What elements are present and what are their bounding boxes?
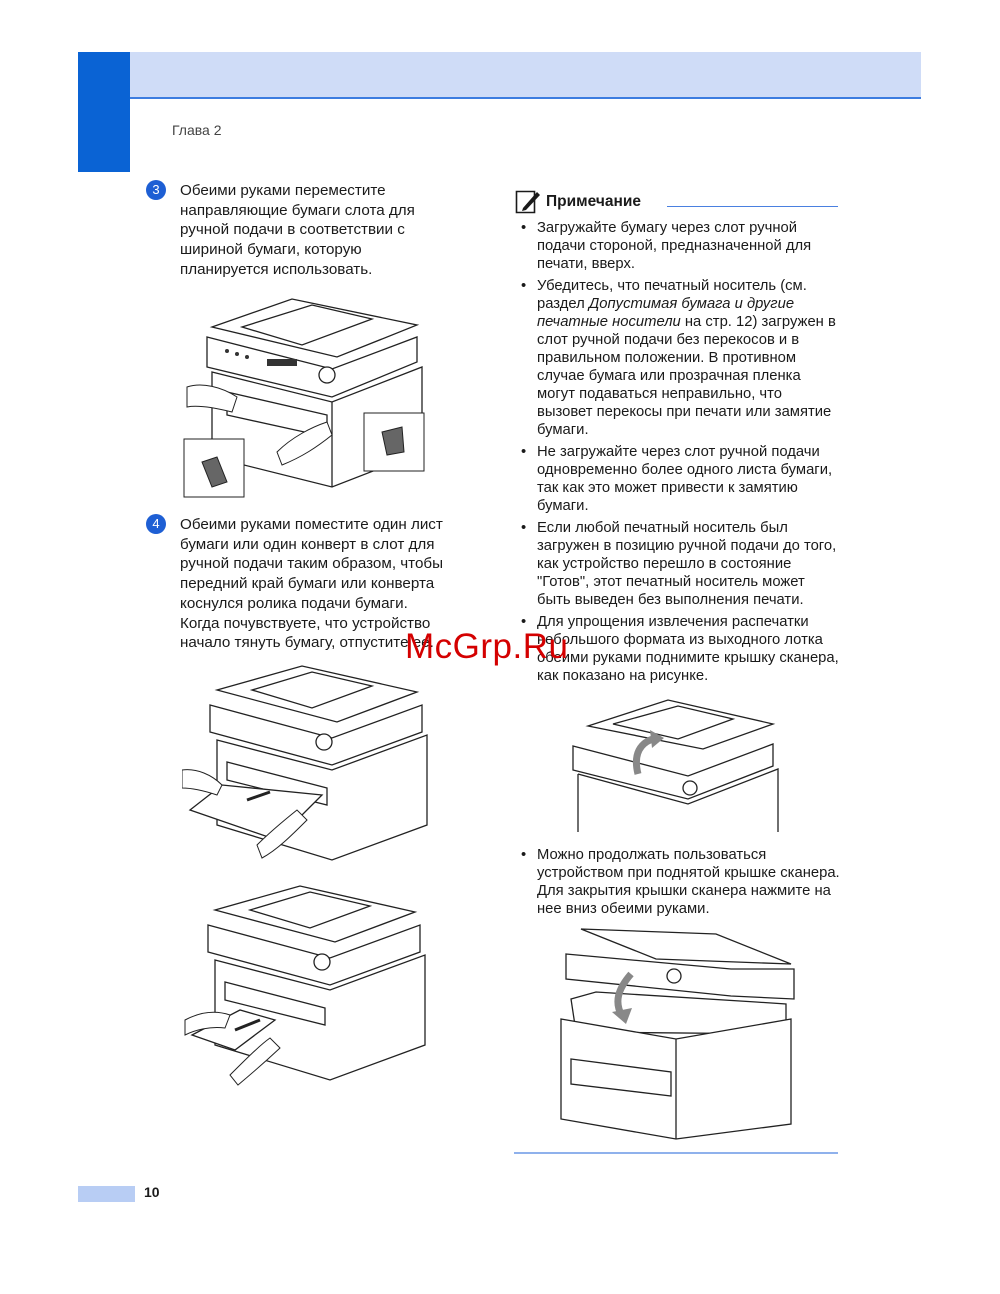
- step-line: направляющие бумаги слота для: [180, 201, 415, 219]
- header-band: [130, 52, 921, 99]
- note-end-rule: [514, 1152, 838, 1154]
- bullet-symbol: •: [521, 520, 527, 536]
- cross-reference: Допустимая бумага и другие печатные носители: [537, 296, 795, 330]
- bullet-symbol: •: [521, 444, 527, 460]
- list-item: [520, 277, 840, 439]
- note-bullet-text: на стр. 12) загружен в слот ручной подачи без перекосов и в правильном положении. В противном случае бумага или прозрачная пленка могут подаваться неправильно, что вызовет перекосы при печати или замятие бумаги.: [537, 314, 836, 438]
- note-rule: [667, 206, 838, 207]
- printer-paper-feed-illustration: [180, 880, 430, 1092]
- step-line: Обеими руками переместите: [180, 182, 386, 199]
- step-line: ручной подачи таким образом, чтобы: [180, 555, 444, 573]
- list-item: [520, 519, 840, 609]
- note-bullet-list: [520, 219, 840, 689]
- step-line: начало тянуть бумагу, отпустите ее.: [180, 634, 434, 652]
- step-number-badge: 3: [146, 180, 166, 200]
- note-bullet-text: Убедитесь, что печатный носитель (см. раздел: [537, 278, 807, 312]
- step-line: планируется использовать.: [180, 260, 373, 278]
- scanner-lift-illustration: [568, 694, 780, 832]
- note-bullet-text: Для упрощения извлечения распечатки небольшого формата из выходного лотка обеими руками поднимите крышку сканера, как показано на рисунке.: [537, 614, 839, 684]
- note-header: [515, 188, 838, 216]
- bullet-symbol: •: [521, 220, 527, 236]
- step-line: бумаги или один конверт в слот для: [180, 535, 435, 553]
- step-line: шириной бумаги, которую: [180, 241, 362, 259]
- note-bullet-text: Если любой печатный носитель был загружен в позицию ручной подачи до того, как устройство перешло в состояние "Готов", этот печатный носитель может быть выведен без выполнения печати.: [537, 520, 837, 608]
- step-line: Обеими руками поместите один лист: [180, 516, 443, 533]
- note-bullet-text: Не загружайте через слот ручной подачи одновременно более одного листа бумаги, так как это может привести к замятию бумаги.: [537, 444, 833, 514]
- note-bullet-text: Можно продолжать пользоваться устройством при поднятой крышке сканера. Для закрытия крышки сканера нажмите на нее вниз обеими руками.: [537, 847, 840, 917]
- note-bullet-text: Загружайте бумагу через слот ручной подачи стороной, предназначенной для печати, вверх.: [537, 220, 812, 272]
- note-bullet-list-continued: [520, 846, 840, 922]
- step-number-badge: 4: [146, 514, 166, 534]
- footer-bar: [78, 1186, 135, 1202]
- printer-paper-insert-illustration: [182, 660, 432, 868]
- step-line: ручной подачи в соответствии с: [180, 221, 405, 239]
- note-pencil-icon: [515, 188, 541, 214]
- list-item: [520, 846, 840, 918]
- step-line: Когда почувствуете, что устройство: [180, 614, 431, 632]
- page-number: 10: [144, 1184, 160, 1200]
- list-item: [520, 443, 840, 515]
- scanner-close-illustration: [556, 924, 800, 1140]
- bullet-symbol: •: [521, 278, 527, 294]
- note-title: Примечание: [546, 193, 641, 210]
- watermark: McGrp.Ru: [405, 627, 569, 666]
- step-3-text: [180, 181, 480, 280]
- printer-guides-illustration: [182, 287, 430, 499]
- bullet-symbol: •: [521, 847, 527, 863]
- chapter-label: Глава 2: [172, 122, 222, 138]
- chapter-tab-block: [78, 52, 130, 172]
- step-line: коснулся ролика подачи бумаги.: [180, 594, 408, 612]
- step-line: передний край бумаги или конверта: [180, 575, 435, 593]
- bullet-symbol: •: [521, 614, 527, 630]
- list-item: [520, 219, 840, 273]
